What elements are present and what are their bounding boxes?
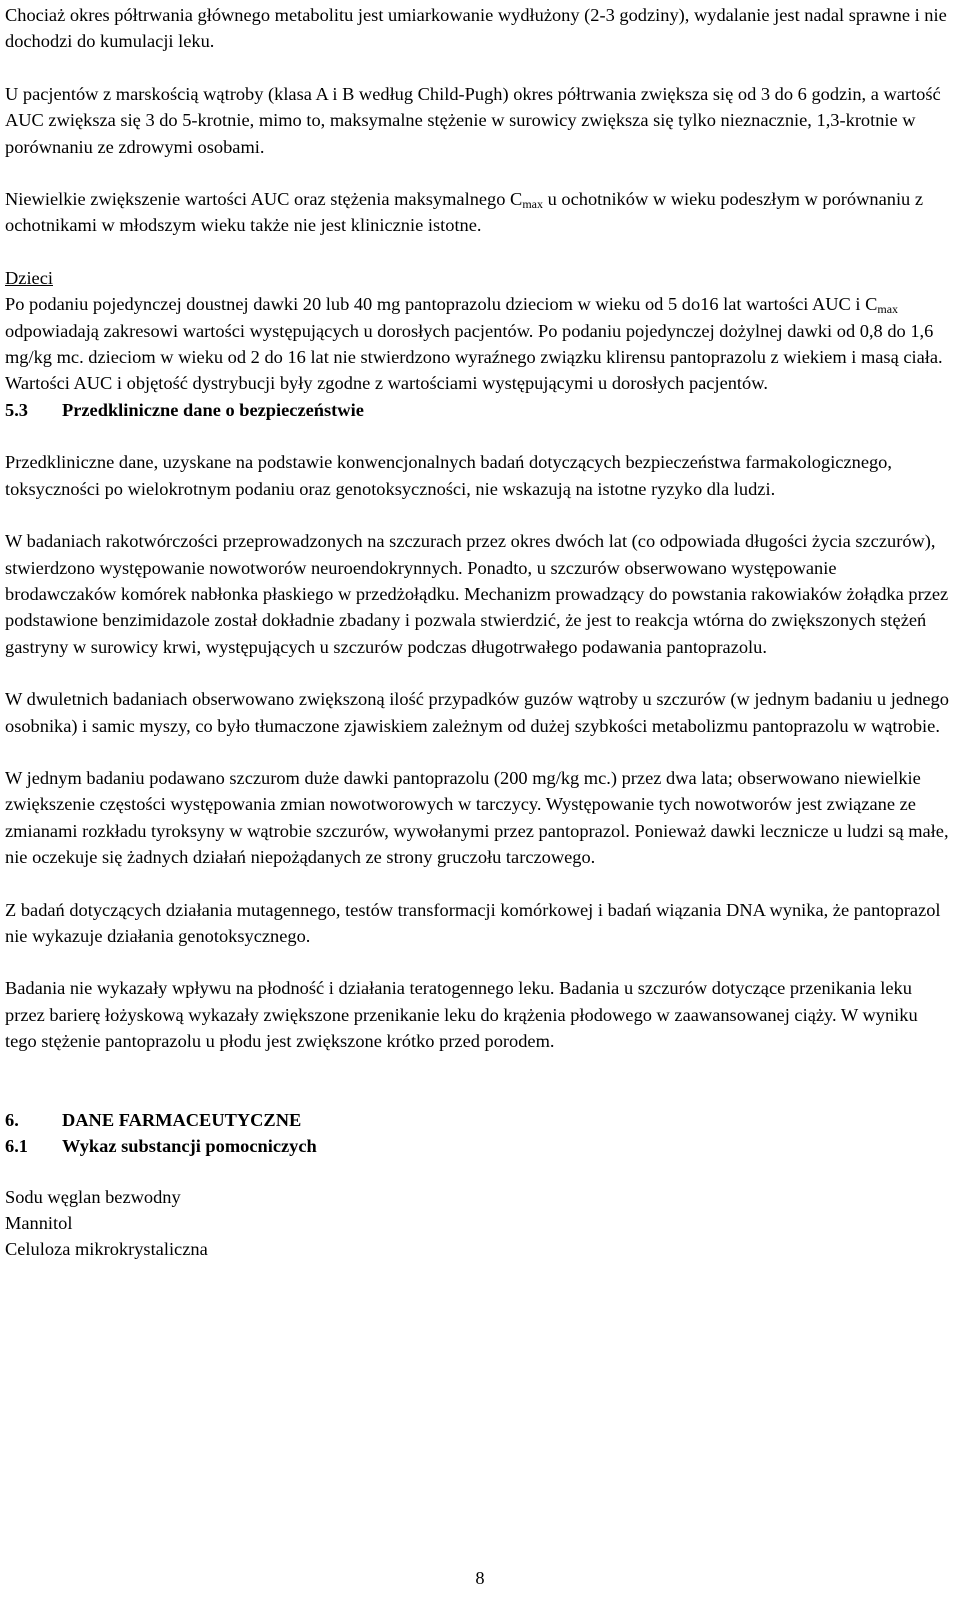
- paragraph-liver-cirrhosis: U pacjentów z marskością wątroby (klasa A i B według Child-Pugh) okres półtrwania zwiększa się od 3 do 6 godzin, a wartość AUC zwiększa się 3 do 5-krotnie, mimo to, maksymalne stężenie w surowicy zwiększa się tylko nieznacznie, 1,3-krotnie w porównaniu ze zdrowymi osobami.: [5, 83, 941, 157]
- section-6-number: 6.: [5, 1109, 19, 1130]
- section-5-3-number: 5.3: [5, 399, 28, 420]
- section-6-1-number: 6.1: [5, 1136, 28, 1156]
- paragraph-fertility: Badania nie wykazały wpływu na płodność i działania teratogennego leku. Badania u szczurów dotyczące przenikania leku przez barierę łożyskową wykazały zwiększone przenikanie leku do krążenia płodowego w zaawansowanej ciąży. W wyniku tego stężenie pantoprazolu u płodu jest zwiększone krótko przed porodem.: [5, 978, 918, 1052]
- section-6-title: DANE FARMACEUTYCZNE: [62, 1109, 302, 1130]
- paragraph-metabolite-half-life: Chociaż okres półtrwania głównego metabolitu jest umiarkowanie wydłużony (2-3 godziny), wydalanie jest nadal sprawne i nie dochodzi do kumulacji leku.: [5, 5, 947, 52]
- section-6-1-heading: [5, 1133, 951, 1159]
- paragraph-children: [5, 291, 951, 397]
- excipient-item: Celuloza mikrokrystaliczna: [5, 1238, 208, 1259]
- paragraph-carcinogenicity: W badaniach rakotwórczości przeprowadzonych na szczurach przez okres dwóch lat (co odpowiada długości życia szczurów), stwierdzono występowanie nowotworów neuroendokrynnych. Ponadto, u szczurów obserwowano występowanie brodawczaków komórek nabłonka płaskiego w przedżołądku. Mechanizm prowadzący do powstania rakowiaków żołądka przez podstawione benzimidazole został dokładnie zbadany i pozwala stwierdzić, że jest to reakcja wtórna do zwiększonych stężeń gastryny w surowicy krwi, występujących u szczurów podczas długotrwałego podawania pantoprazolu.: [5, 531, 949, 657]
- paragraph-preclinical-safety: Przedkliniczne dane, uzyskane na podstawie konwencjonalnych badań dotyczących bezpieczeństwa farmakologicznego, toksyczności po wielokrotnym podaniu oraz genotoksyczności, nie wskazują na istotne ryzyko dla ludzi.: [5, 452, 892, 499]
- elderly-text-part1: Niewielkie zwiększenie wartości AUC oraz stężenia maksymalnego C: [5, 189, 523, 210]
- children-text-part2: odpowiadają zakresowi wartości występujących u dorosłych pacjentów. Po podaniu pojedynczej dożylnej dawki od 0,8 do 1,6 mg/kg mc. dzieciom w wieku od 2 do 16 lat nie stwierdzono wyraźnego związku klirensu pantoprazolu z wiekiem i masą ciała. Wartości AUC i objętość dystrybucji były zgodne z wartościami występującymi u dorosłych pacjentów.: [5, 320, 943, 394]
- elderly-cmax-subscript: max: [522, 197, 543, 212]
- section-5-3-title: Przedkliniczne dane o bezpieczeństwie: [62, 399, 364, 420]
- children-cmax-subscript: max: [877, 302, 899, 317]
- document-page: [5, 2, 951, 1262]
- section-6-heading: [5, 1107, 951, 1133]
- children-text-part1: Po podaniu pojedynczej doustnej dawki 20 lub 40 mg pantoprazolu dzieciom w wieku od 5 do16 lat wartości AUC i C: [5, 294, 878, 315]
- excipient-item: Mannitol: [5, 1213, 73, 1233]
- section-6-1-title: Wykaz substancji pomocniczych: [62, 1136, 317, 1156]
- paragraph-thyroid: W jednym badaniu podawano szczurom duże dawki pantoprazolu (200 mg/kg mc.) przez dwa lata; obserwowano niewielkie zwiększenie częstości występowania zmian nowotworowych w tarczycy. Występowanie tych nowotworów jest związane ze zmianami rozkładu tyroksyny w wątrobie szczurów, wywołanymi przez pantoprazol. Ponieważ dawki lecznicze u ludzi są małe, nie oczekuje się żadnych działań niepożądanych ze strony gruczołu tarczowego.: [5, 767, 949, 868]
- paragraph-liver-tumors: W dwuletnich badaniach obserwowano zwiększoną ilość przypadków guzów wątroby u szczurów (w jednym badaniu u jednego osobnika) i samic myszy, co było tłumaczone zjawiskiem zależnym od dużej szybkości metabolizmu pantoprazolu w wątrobie.: [5, 689, 949, 736]
- paragraph-elderly: [5, 186, 951, 239]
- children-subheading: Dzieci: [5, 267, 53, 288]
- page-number: 8: [475, 1568, 485, 1588]
- excipient-item: Sodu węglan bezwodny: [5, 1187, 181, 1208]
- section-5-3-heading: [5, 397, 951, 423]
- excipients-list: [5, 1185, 951, 1262]
- elderly-text-part2: u ochotników w wieku podeszłym w porównaniu z ochotnikami w młodszym wieku także nie jest klinicznie istotne.: [5, 189, 924, 236]
- paragraph-mutagenicity: Z badań dotyczących działania mutagennego, testów transformacji komórkowej i badań wiązania DNA wynika, że pantoprazol nie wykazuje działania genotoksycznego.: [5, 899, 941, 946]
